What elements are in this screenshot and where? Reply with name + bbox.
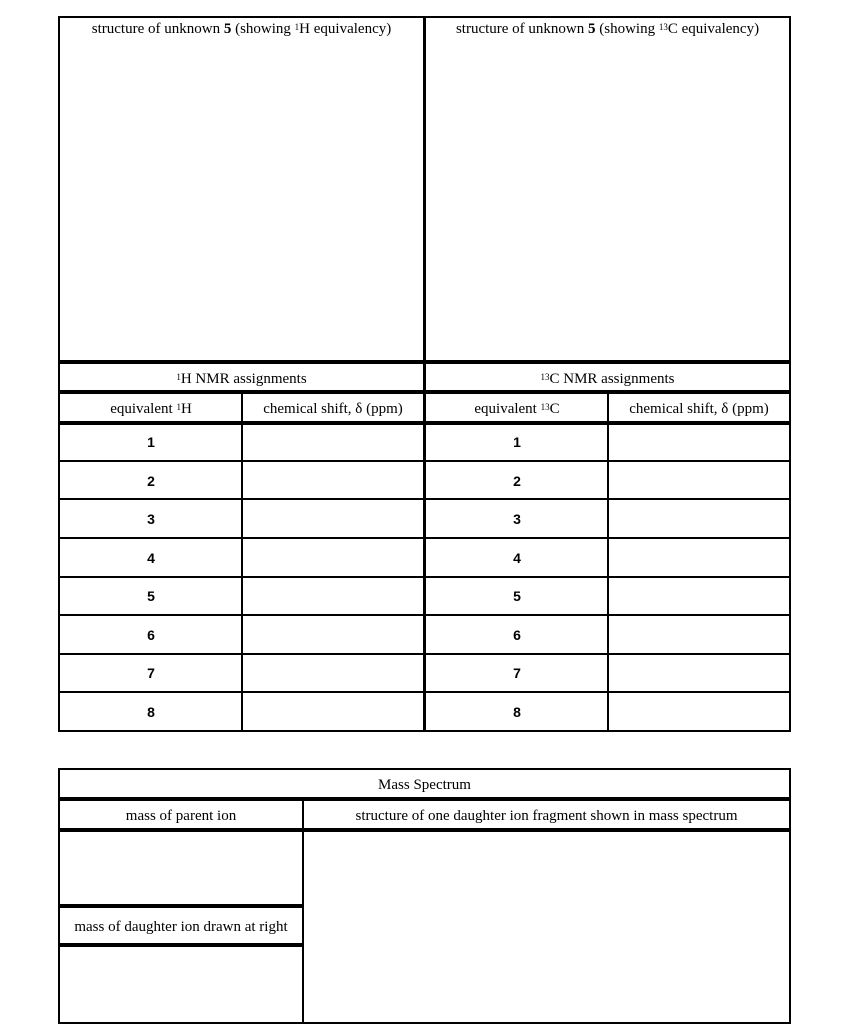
mass-spectrum-title: Mass Spectrum [378, 777, 471, 793]
parent-ion-label: mass of parent ion [125, 808, 237, 824]
parent-answer-rule [58, 904, 304, 908]
c-row-number: 4 [513, 550, 521, 566]
h-row-number: 2 [147, 473, 155, 489]
fragment-structure-area[interactable] [304, 832, 789, 1022]
h-shift-col-header: chemical shift, δ (ppm) [263, 401, 403, 417]
c-equivalent-col-header: equivalent $^{13}$C [474, 401, 560, 417]
fragment-label: structure of one daughter ion fragment shown in mass spectrum [355, 808, 738, 824]
h-row-number: 8 [147, 704, 155, 720]
c-row-number: 2 [513, 473, 521, 489]
c-shift-col-header: chemical shift, δ (ppm) [629, 401, 769, 417]
row-divider [58, 576, 791, 578]
c-shift-cell[interactable] [609, 425, 789, 460]
c-structure-header: structure of unknown 5 (showing $^{13}$C equivalency) [455, 21, 760, 37]
c-structure-area[interactable] [426, 42, 789, 360]
c-row-number: 1 [513, 434, 521, 450]
c-row-number: 6 [513, 627, 521, 643]
row-divider [58, 614, 791, 616]
h-row-number: 1 [147, 434, 155, 450]
h-nmr-title: $^1$H NMR assignments [176, 371, 307, 387]
h-row-number: 3 [147, 511, 155, 527]
h-row-number: 6 [147, 627, 155, 643]
row-divider [58, 653, 791, 655]
title-bottom-rule [58, 390, 791, 394]
c-row-number: 3 [513, 511, 521, 527]
row-divider [58, 537, 791, 539]
daughter-ion-answer[interactable] [60, 947, 302, 1022]
c-row-number: 5 [513, 588, 521, 604]
c-row-number: 8 [513, 704, 521, 720]
h-row-number: 5 [147, 588, 155, 604]
c-row-number: 7 [513, 665, 521, 681]
h-structure-header: structure of unknown 5 (showing $^1$H equivalency) [91, 21, 392, 37]
ms-title-rule [58, 797, 791, 801]
structure-bottom-rule [58, 360, 791, 364]
h-row-number: 4 [147, 550, 155, 566]
parent-ion-answer[interactable] [60, 832, 302, 904]
row-divider [58, 460, 791, 462]
h-structure-area[interactable] [60, 42, 423, 360]
c-nmr-title: $^{13}$C NMR assignments [540, 371, 675, 387]
h-shift-cell[interactable] [243, 425, 423, 460]
row-divider [58, 498, 791, 500]
h-row-number: 7 [147, 665, 155, 681]
h-equivalent-col-header: equivalent $^1$H [110, 401, 192, 417]
row-divider [58, 691, 791, 693]
daughter-ion-label: mass of daughter ion drawn at right [74, 919, 288, 935]
